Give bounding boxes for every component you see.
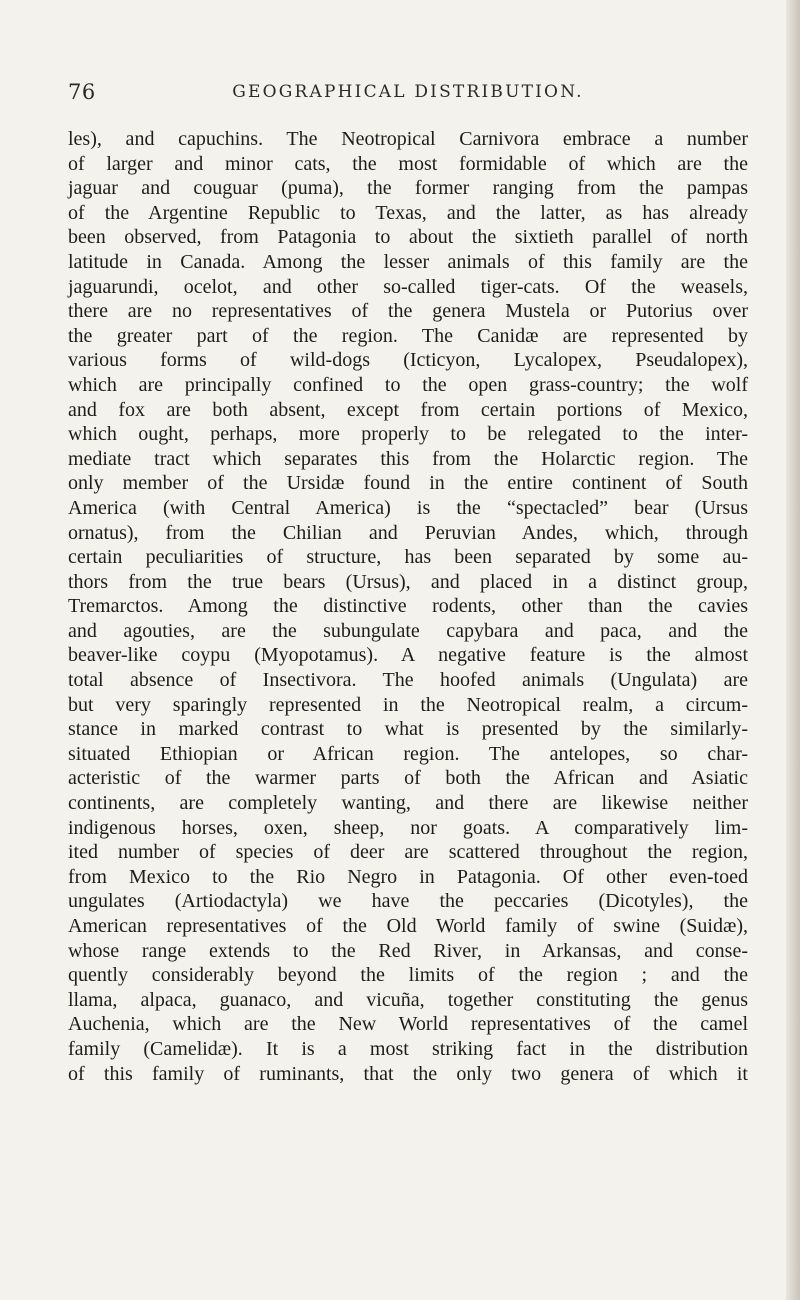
text-line: Auchenia, which are the New World representatives of the camel <box>68 1013 748 1036</box>
text-line: of the Argentine Republic to Texas, and the latter, as has already <box>68 201 748 224</box>
text-line: whose range extends to the Red River, in Arkansas, and conse- <box>68 939 748 962</box>
text-line: jaguarundi, ocelot, and other so-called tiger-cats. Of the weasels, <box>68 275 748 298</box>
text-line: ungulates (Artiodactyla) we have the peccaries (Dicotyles), the <box>68 890 748 913</box>
text-line: mediate tract which separates this from the Holarctic region. The <box>68 447 748 470</box>
text-line: jaguar and couguar (puma), the former ranging from the pampas <box>68 177 748 200</box>
text-line: America (with Central America) is the “spectacled” bear (Ursus <box>68 496 748 519</box>
text-line: but very sparingly represented in the Neotropical realm, a circum- <box>68 693 748 716</box>
text-line: continents, are completely wanting, and there are likewise neither <box>68 792 748 815</box>
text-line: quently considerably beyond the limits of the region ; and the <box>68 964 748 987</box>
text-line: various forms of wild-dogs (Icticyon, Lycalopex, Pseudalopex), <box>68 349 748 372</box>
text-line: there are no representatives of the genera Mustela or Putorius over <box>68 300 748 323</box>
text-line: latitude in Canada. Among the lesser animals of this family are the <box>68 250 748 273</box>
text-line: beaver-like coypu (Myopotamus). A negative feature is the almost <box>68 644 748 667</box>
text-line: which are principally confined to the open grass-country; the wolf <box>68 373 748 396</box>
text-line: thors from the true bears (Ursus), and placed in a distinct group, <box>68 570 748 593</box>
text-line: been observed, from Patagonia to about the sixtieth parallel of north <box>68 226 748 249</box>
text-line: which ought, perhaps, more properly to be relegated to the inter- <box>68 423 748 446</box>
text-line: the greater part of the region. The Canidæ are represented by <box>68 324 748 347</box>
text-line: llama, alpaca, guanaco, and vicuña, together constituting the genus <box>68 988 748 1011</box>
text-line: of larger and minor cats, the most formidable of which are the <box>68 152 748 175</box>
text-line: American representatives of the Old World family of swine (Suidæ), <box>68 915 748 937</box>
text-line: les), and capuchins. The Neotropical Carnivora embrace a number <box>68 128 748 150</box>
text-line: and fox are both absent, except from certain portions of Mexico, <box>68 398 748 421</box>
running-title: GEOGRAPHICAL DISTRIBUTION. <box>232 82 584 102</box>
page-header <box>68 80 748 110</box>
text-line: indigenous horses, oxen, sheep, nor goats. A comparatively lim- <box>68 816 748 839</box>
text-line: from Mexico to the Rio Negro in Patagonia. Of other even-toed <box>68 865 748 888</box>
text-line: total absence of Insectivora. The hoofed animals (Ungulata) are <box>68 669 748 692</box>
text-line: situated Ethiopian or African region. The antelopes, so char- <box>68 742 748 765</box>
text-line: and agouties, are the subungulate capybara and paca, and the <box>68 619 748 642</box>
text-line: ited number of species of deer are scattered throughout the region, <box>68 841 748 864</box>
page-edge-shadow <box>786 0 800 1300</box>
text-line: only member of the Ursidæ found in the entire continent of South <box>68 472 748 495</box>
page-number: 76 <box>68 80 96 104</box>
text-line: Tremarctos. Among the distinctive rodents, other than the cavies <box>68 595 748 618</box>
text-line: certain peculiarities of structure, has been separated by some au- <box>68 546 748 569</box>
text-line: ornatus), from the Chilian and Peruvian Andes, which, through <box>68 521 748 544</box>
text-line: stance in marked contrast to what is presented by the similarly- <box>68 718 748 741</box>
text-line: family (Camelidæ). It is a most striking fact in the distribution <box>68 1037 748 1060</box>
text-line: acteristic of the warmer parts of both the African and Asiatic <box>68 767 748 790</box>
body-text <box>68 127 748 1086</box>
text-line: of this family of ruminants, that the only two genera of which it <box>68 1062 748 1085</box>
